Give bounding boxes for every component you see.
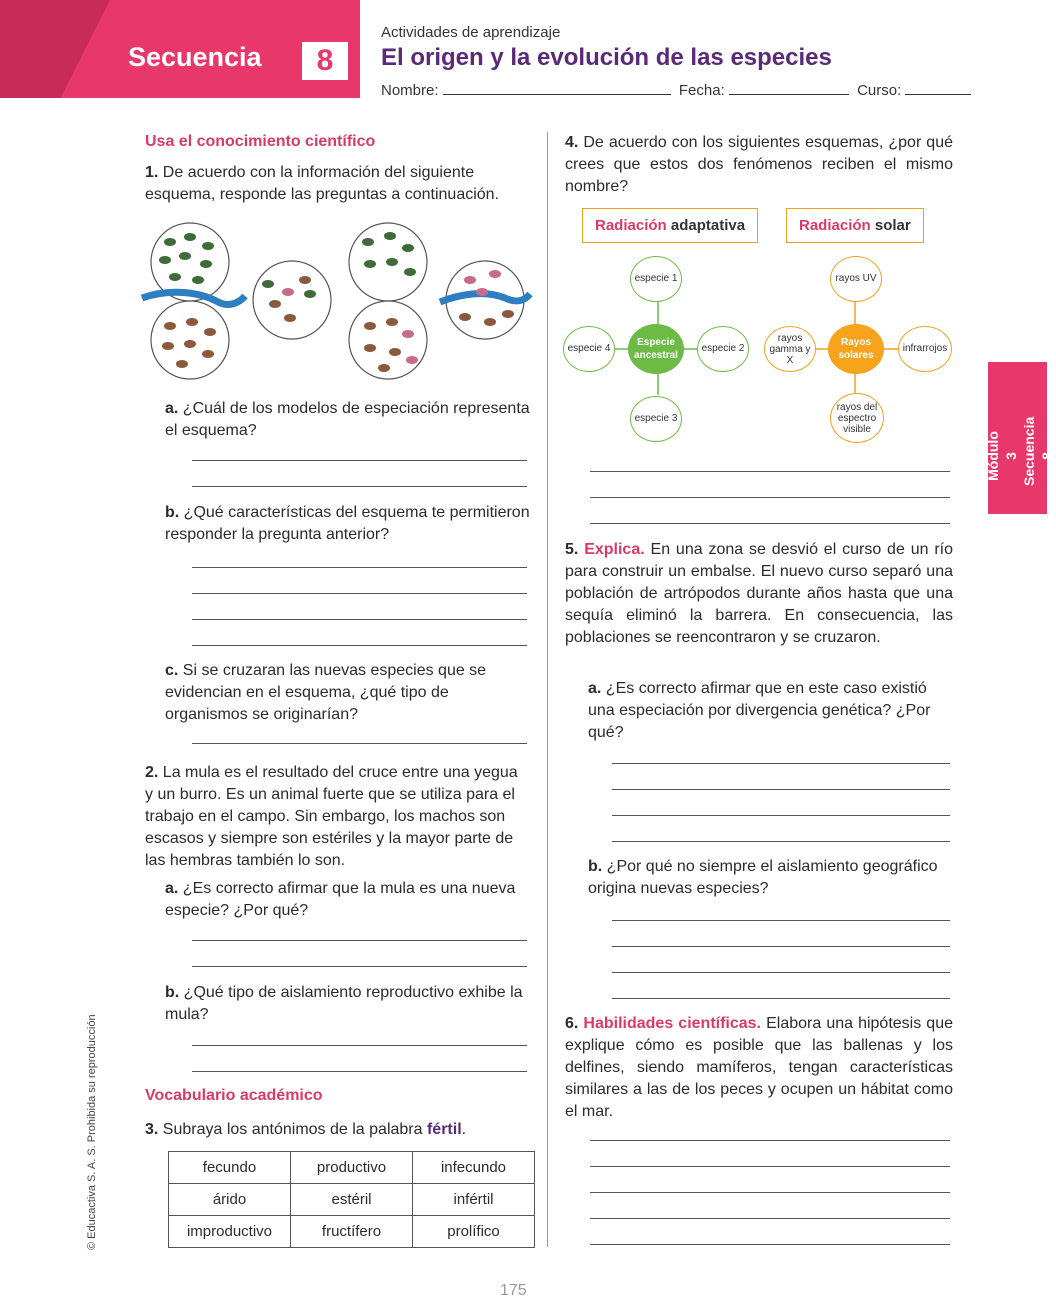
answer-line[interactable] <box>590 1166 950 1167</box>
answer-line[interactable] <box>590 471 950 472</box>
q1b-letter: b. <box>165 504 180 521</box>
answer-line[interactable] <box>612 920 950 921</box>
answer-line[interactable] <box>192 1045 527 1046</box>
page-number: 175 <box>500 1282 527 1299</box>
answer-line[interactable] <box>612 789 950 790</box>
diagram-1-node: especie 3 <box>630 396 682 442</box>
q5a-text: ¿Es correcto afirmar que en este caso existió una especiación por divergencia genética? ¿Por qué? <box>588 680 931 741</box>
question-4 <box>565 132 953 198</box>
side-secuencia: Secuencia 8 <box>1021 416 1055 486</box>
q3-text: Subraya los antónimos de la palabra <box>162 1121 423 1138</box>
q5-number: 5. <box>565 541 579 558</box>
q5b-letter: b. <box>588 858 603 875</box>
answer-line[interactable] <box>192 743 527 744</box>
q6-number: 6. <box>565 1015 579 1032</box>
answer-line[interactable] <box>590 1192 950 1193</box>
vocab-cell[interactable]: infecundo <box>413 1152 535 1184</box>
answer-line[interactable] <box>192 593 527 594</box>
answer-line[interactable] <box>612 998 950 999</box>
q3-end: . <box>461 1121 467 1138</box>
side-modulo: Módulo 3 <box>985 431 1019 481</box>
answer-line[interactable] <box>590 1218 950 1219</box>
column-divider <box>547 132 548 1247</box>
question-2 <box>145 762 530 872</box>
diagram-1-node: especie 4 <box>563 326 615 372</box>
diagram-1-label <box>582 208 758 243</box>
page-title: El origen y la evolución de las especies <box>381 44 832 71</box>
nombre-label: Nombre: <box>381 82 439 99</box>
answer-line[interactable] <box>192 486 527 487</box>
q1c-letter: c. <box>165 662 179 679</box>
question-1 <box>145 162 530 206</box>
answer-line[interactable] <box>612 946 950 947</box>
answer-line[interactable] <box>590 1244 950 1245</box>
question-1c <box>165 660 530 726</box>
q1-text: De acuerdo con la información del siguiente esquema, responde las preguntas a continuación. <box>145 164 500 203</box>
q1b-text: ¿Qué características del esquema te permitieron responder la pregunta anterior? <box>165 504 530 543</box>
diagram-2-node: rayos del espectro visible <box>830 393 884 443</box>
answer-line[interactable] <box>192 460 527 461</box>
question-1b <box>165 502 530 546</box>
population-circle-3 <box>349 223 427 379</box>
question-6 <box>565 1013 953 1123</box>
q5-text: En una zona se desvió el curso de un río para construir un embalse. El nuevo curso separó una población de artrópodos durante años hasta que una sequía eliminó la barrera. En consecuencia, las poblaciones se reencontraron y se cruzaron. <box>565 541 953 646</box>
answer-line[interactable] <box>612 841 950 842</box>
table-row <box>169 1216 535 1248</box>
vocab-cell[interactable]: prolífico <box>413 1216 535 1248</box>
answer-line[interactable] <box>192 645 527 646</box>
diagram-2-label-b: solar <box>874 217 911 234</box>
question-5a <box>588 678 953 744</box>
q1c-text: Si se cruzaran las nuevas especies que se evidencian en el esquema, ¿qué tipo de organismos se originarían? <box>165 662 487 723</box>
vocab-cell[interactable]: infértil <box>413 1184 535 1216</box>
vocab-cell[interactable]: estéril <box>291 1184 413 1216</box>
q3-word: fértil <box>426 1121 462 1138</box>
diagram-1-node: especie 2 <box>697 326 749 372</box>
q6-tag: Habilidades científicas. <box>583 1015 762 1032</box>
diagram-2-node: rayos gamma y X <box>764 326 816 372</box>
diagram-1-center: Especie ancestral <box>628 324 684 374</box>
question-1a <box>165 398 530 442</box>
curso-label: Curso: <box>857 82 902 99</box>
diagram-2-node: infrarrojos <box>898 326 952 372</box>
answer-line[interactable] <box>192 940 527 941</box>
nombre-field[interactable] <box>443 81 671 95</box>
answer-line[interactable] <box>192 619 527 620</box>
copyright: © Educactiva S. A. S. Prohibida su reproducción <box>86 1014 98 1250</box>
q4-text: De acuerdo con los siguientes esquemas, ¿por qué crees que estos dos fenómenos reciben el mismo nombre? <box>565 134 953 195</box>
question-5 <box>565 539 953 649</box>
question-5b <box>588 856 953 900</box>
speciation-illustration <box>140 222 530 382</box>
diagram-2-node: rayos UV <box>830 256 882 302</box>
header-subtitle: Actividades de aprendizaje <box>381 24 561 41</box>
diagram-1-label-a: Radiación <box>595 217 667 234</box>
answer-line[interactable] <box>192 567 527 568</box>
q2b-text: ¿Qué tipo de aislamiento reproductivo exhibe la mula? <box>165 984 523 1023</box>
population-circle-2 <box>253 261 331 339</box>
fecha-label: Fecha: <box>678 82 725 99</box>
answer-line[interactable] <box>590 1140 950 1141</box>
answer-line[interactable] <box>192 1071 527 1072</box>
diagram-2-label <box>786 208 924 243</box>
table-row <box>169 1184 535 1216</box>
student-fields <box>381 81 971 99</box>
vocab-cell[interactable]: productivo <box>291 1152 413 1184</box>
q5-tag: Explica. <box>584 541 645 558</box>
secuencia-number: 8 <box>302 42 348 80</box>
q1a-text: ¿Cuál de los modelos de especiación representa el esquema? <box>165 400 530 439</box>
question-2a <box>165 878 530 922</box>
q6-text: Elabora una hipótesis que explique cómo es posible que las ballenas y los delfines, siendo mamíferos, tengan características similares a las de los peces y ocupen un hábitat como el mar. <box>565 1015 954 1120</box>
section-title: Usa el conocimiento científico <box>145 133 376 150</box>
diagram-1-node: especie 1 <box>630 256 682 302</box>
diagram-1-label-b: adaptativa <box>670 217 746 234</box>
q1a-letter: a. <box>165 400 179 417</box>
q5a-letter: a. <box>588 680 602 697</box>
q2-number: 2. <box>145 764 159 781</box>
q2b-letter: b. <box>165 984 180 1001</box>
q5b-text: ¿Por qué no siempre el aislamiento geográfico origina nuevas especies? <box>588 858 938 897</box>
question-3 <box>145 1119 530 1141</box>
diagram-2-label-a: Radiación <box>799 217 871 234</box>
answer-line[interactable] <box>590 497 950 498</box>
q2a-letter: a. <box>165 880 179 897</box>
secuencia-label: Secuencia <box>128 42 262 72</box>
diagram-2-center: Rayos solares <box>828 324 884 374</box>
answer-line[interactable] <box>192 966 527 967</box>
answer-line[interactable] <box>612 763 950 764</box>
vocab-table <box>168 1151 535 1248</box>
vocab-cell[interactable]: fecundo <box>169 1152 291 1184</box>
answer-line[interactable] <box>590 523 950 524</box>
table-row <box>169 1152 535 1184</box>
answer-line[interactable] <box>612 972 950 973</box>
q3-number: 3. <box>145 1121 159 1138</box>
fecha-field[interactable] <box>729 81 849 95</box>
vocab-cell[interactable]: árido <box>169 1184 291 1216</box>
q1-number: 1. <box>145 164 159 181</box>
q2a-text: ¿Es correcto afirmar que la mula es una nueva especie? ¿Por qué? <box>165 880 516 919</box>
side-tab-text <box>984 416 1056 486</box>
q2-text: La mula es el resultado del cruce entre una yegua y un burro. Es un animal fuerte que se utiliza para el trabajo en el campo. Sin embargo, los machos son escasos y siempre son estériles y la mayor parte de las hembras también lo son. <box>145 764 518 869</box>
curso-field[interactable] <box>905 81 971 95</box>
answer-line[interactable] <box>612 815 950 816</box>
vocab-cell[interactable]: fructífero <box>291 1216 413 1248</box>
q4-number: 4. <box>565 134 579 151</box>
question-2b <box>165 982 530 1026</box>
vocab-title: Vocabulario académico <box>145 1087 323 1104</box>
vocab-cell[interactable]: improductivo <box>169 1216 291 1248</box>
